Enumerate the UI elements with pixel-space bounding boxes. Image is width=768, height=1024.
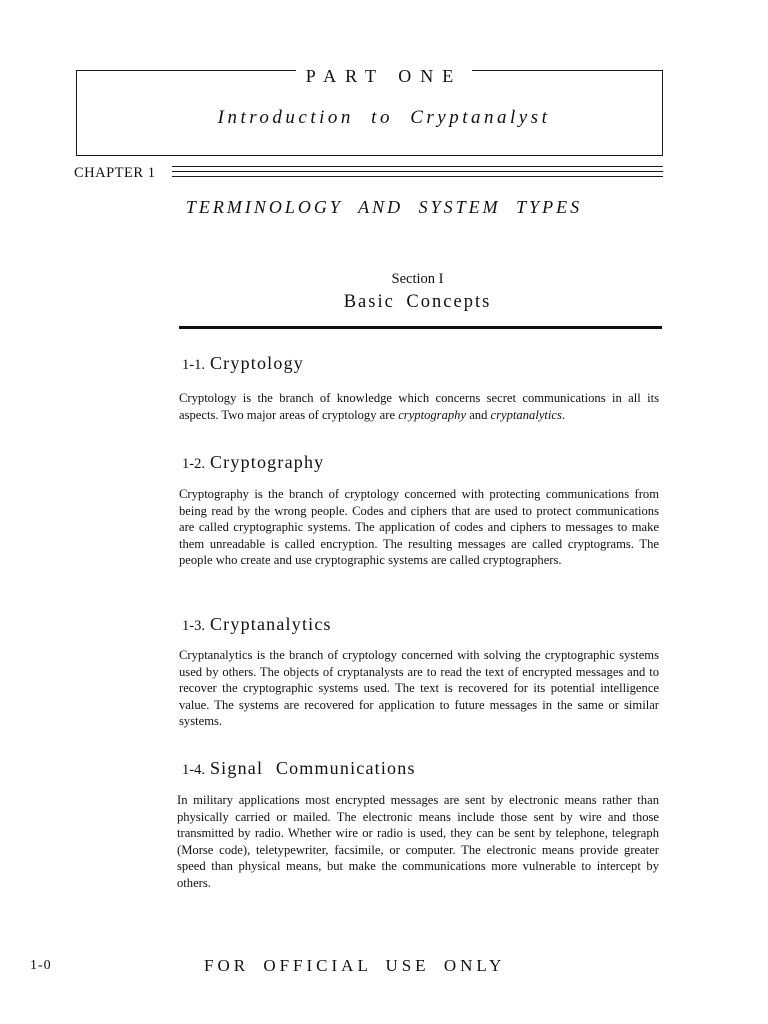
paragraph-text: and — [466, 407, 491, 422]
subsection-title: Cryptology — [209, 353, 304, 373]
chapter-rule-line — [172, 171, 663, 172]
part-title: PART ONE — [296, 66, 472, 86]
part-title-row — [0, 66, 768, 87]
subsection-paragraph-signal-communications: In military applications most encrypted messages are sent by electronic means rather than physically carried or mailed. The electronic means include those sent by wire and those transmitted by radio. Whether wire or radio is used, they can be sent by telephone, telegraph (Morse code), teletypewriter, facsimile, or computer. The electronic means provide greater speed than physical means, but make the communications more vulnerable to intercept by others. — [177, 793, 659, 890]
subsection-number: 1-4. — [182, 762, 205, 778]
subsection-title: Cryptography — [209, 452, 325, 472]
section-divider — [179, 326, 662, 329]
subsection-paragraph-cryptanalytics: Cryptanalytics is the branch of cryptology concerned with solving the cryptographic systems used by others. The objects of cryptanalysts are to read the text of encrypted messages and to recover the cryptographic systems used. The text is recovered for its potential intelligence value. The systems are recovered for application to future messages in the same or similar systems. — [179, 648, 659, 728]
paragraph-text: Cryptology is the branch of knowledge which concerns secret communications in all its aspects. Two major areas of cryptology are — [179, 391, 659, 422]
section-label: Section I — [391, 271, 444, 287]
chapter-rules — [172, 166, 663, 181]
subsection-paragraph-cryptography: Cryptography is the branch of cryptology concerned with protecting communications from being read by the wrong people. Codes and ciphers that are used to protect communications are called cryptographic systems. The application of codes and ciphers to messages to make them unreadable is called encryption. The resulting messages are called cryptograms. The people who create and use cryptographic systems are called cryptographers. — [179, 487, 659, 567]
subsection-heading-cryptology — [182, 353, 304, 374]
subsection-number: 1-3. — [182, 618, 205, 634]
subsection-number: 1-2. — [182, 456, 205, 472]
subsection-title: Signal Communications — [209, 758, 416, 778]
subsection-paragraph-cryptology — [179, 390, 659, 423]
subsection-heading-cryptanalytics — [182, 614, 332, 635]
section-title: Basic Concepts — [343, 292, 492, 312]
subsection-number: 1-1. — [182, 357, 205, 373]
chapter-rule-line — [172, 176, 663, 177]
term-cryptography: cryptography — [398, 407, 467, 422]
term-cryptanalytics: cryptanalytics — [490, 407, 562, 422]
page-number: 1-0 — [30, 958, 52, 973]
chapter-label: CHAPTER 1 — [74, 165, 156, 181]
footer-notice: FOR OFFICIAL USE ONLY — [204, 956, 506, 975]
chapter-title: TERMINOLOGY AND SYSTEM TYPES — [185, 197, 583, 217]
chapter-rule-line — [172, 166, 663, 167]
part-subtitle: Introduction to Cryptanalyst — [217, 107, 551, 128]
paragraph-text: . — [561, 407, 566, 422]
subsection-title: Cryptanalytics — [209, 614, 332, 634]
subsection-heading-signal-communications — [182, 758, 416, 779]
subsection-heading-cryptography — [182, 452, 324, 473]
